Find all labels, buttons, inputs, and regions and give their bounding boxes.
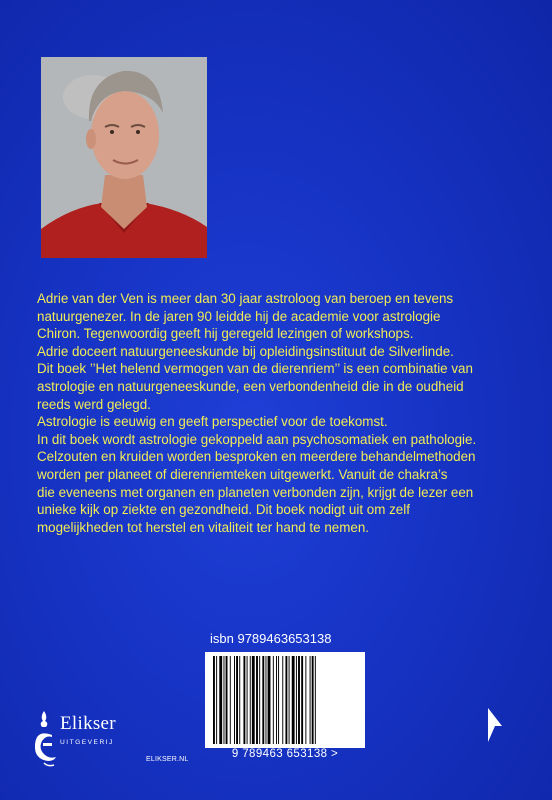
blurb-line: Chiron. Tegenwoordig geeft hij geregeld lezingen of workshops. — [37, 326, 414, 342]
publisher-subtitle: UITGEVERIJ — [60, 739, 114, 746]
blurb-line: mogelijkheden tot herstel en vitaliteit ter hand te nemen. — [37, 519, 369, 535]
blurb-line: reeds werd gelegd. — [37, 396, 151, 412]
publisher-logo — [30, 707, 150, 777]
back-cover-blurb — [37, 290, 527, 536]
blurb-line: unieke kijk op ziekte en gezondheid. Dit boek nodigt uit om zelf — [37, 502, 410, 518]
blurb-line: Celzouten en kruiden worden besproken en meerdere behandelmethoden — [37, 449, 476, 465]
blurb-line: worden per planeet of dierenriemteken uitgewerkt. Vanuit de chakra’s — [37, 466, 448, 482]
barcode-bars — [205, 652, 365, 748]
logo-emblem-icon — [30, 707, 60, 771]
corner-arrow-icon — [484, 704, 506, 744]
blurb-line: die eveneens met organen en planeten verbonden zijn, krijgt de lezer een — [37, 484, 474, 500]
blurb-line: Astrologie is eeuwig en geeft perspectief voor de toekomst. — [37, 414, 388, 430]
blurb-line: Adrie doceert natuurgeneeskunde bij opleidingsinstituut de Silverlinde. — [37, 343, 454, 359]
author-photo — [41, 57, 207, 258]
barcode-digits: 9 789463 653138 > — [231, 748, 339, 760]
blurb-line: astrologie en natuurgeneeskunde, een verbondenheid die in de oudheid — [37, 378, 464, 394]
isbn-label: isbn 9789463653138 — [210, 631, 332, 646]
blurb-line: Adrie van der Ven is meer dan 30 jaar astroloog van beroep en tevens — [37, 291, 454, 306]
publisher-website: ELIKSER.NL — [146, 756, 189, 763]
blurb-line: In dit boek wordt astrologie gekoppeld aan psychosomatiek en pathologie. — [37, 431, 477, 447]
publisher-name: Elikser — [60, 713, 116, 734]
blurb-line: natuurgenezer. In de jaren 90 leidde hij de academie voor astrologie — [37, 308, 441, 324]
blurb-line: Dit boek ’’Het helend vermogen van de dierenriem’’ is een combinatie van — [37, 361, 473, 377]
isbn-barcode — [205, 652, 365, 748]
